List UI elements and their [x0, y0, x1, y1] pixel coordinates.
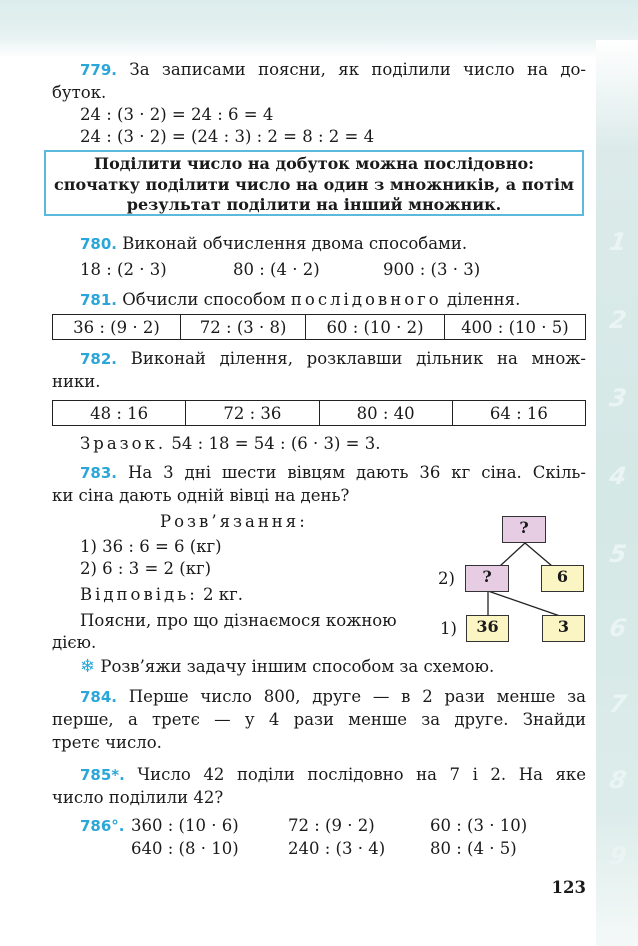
- diagram-box-mid-left: ?: [465, 565, 509, 592]
- exercise-number: 781.: [80, 291, 118, 309]
- exercise-number: 786°.: [80, 817, 125, 835]
- answer-label: Відповідь:: [80, 585, 198, 604]
- explain-text-continuation: дією.: [52, 633, 97, 652]
- equation: 24 : (3 · 2) = 24 : 6 = 4: [80, 105, 274, 124]
- table-cell: 64 : 16: [452, 401, 585, 426]
- table-cell: 80 : 40: [319, 401, 452, 426]
- table-cell: 36 : (9 · 2): [53, 315, 181, 340]
- equation: 24 : (3 · 2) = (24 : 3) : 2 = 8 : 2 = 4: [80, 127, 375, 146]
- diagram-box-mid-right: 6: [541, 565, 584, 592]
- answer-value: 2 кг.: [203, 585, 243, 604]
- exercise-text: Виконай ділення, розклавши дільник на множ-: [130, 349, 587, 368]
- exercise-text-continuation: число поділили 42?: [52, 788, 224, 807]
- snowflake-icon: ❄: [80, 656, 96, 677]
- sample-text: 54 : 18 = 54 : (6 · 3) = 3.: [171, 434, 381, 453]
- side-digit: 6: [607, 614, 629, 642]
- exercise-text: Виконай обчислення двома способами.: [122, 234, 468, 253]
- exercise-number: 783.: [80, 464, 118, 482]
- connector-line: [525, 543, 552, 566]
- diagram-box-bottom-right: 3: [542, 615, 585, 642]
- exercise-text-continuation: перше, а третє — у 4 рази менше за друге. Знайди: [52, 710, 586, 729]
- diagram-label-2: 2): [438, 569, 455, 588]
- side-digit: 4: [607, 462, 629, 490]
- side-digit: 2: [607, 306, 629, 334]
- expression: 72 : (9 · 2): [288, 816, 375, 835]
- expression: 360 : (10 · 6): [131, 816, 239, 835]
- diagram-box-top: ?: [502, 516, 546, 543]
- exercise-text-continuation: ники.: [52, 372, 101, 391]
- page-number: 123: [551, 878, 586, 897]
- explain-text: Поясни, про що дізнаємося кожною: [80, 611, 397, 630]
- rule-line: результат поділити на інший множник.: [126, 195, 502, 214]
- exercise-text-emphasis: послідовного: [290, 290, 442, 309]
- exercise-785: [52, 764, 586, 786]
- exercise-text-continuation: буток.: [52, 83, 107, 102]
- side-digit: 5: [607, 540, 629, 568]
- table-cell: 60 : (10 · 2): [306, 315, 445, 340]
- exercise-text: Перше число 800, друге — в 2 рази менше за: [128, 687, 586, 706]
- sample-label: Зразок.: [80, 434, 167, 453]
- solution-step: 1) 36 : 6 = 6 (кг): [80, 537, 222, 556]
- table-cell: 400 : (10 · 5): [444, 315, 585, 340]
- exercise-text: На 3 дні шести вівцям дають 36 кг сіна. Скіль-: [127, 463, 586, 482]
- table-cell: 72 : (3 · 8): [180, 315, 305, 340]
- rule-line: Поділити число на добуток можна послідовно:: [93, 154, 535, 173]
- solution-label: Розв’язання:: [160, 512, 308, 531]
- exercise-text: ділення.: [446, 290, 521, 309]
- rule-line: спочатку поділити число на один з множників, а потім: [54, 174, 574, 194]
- alternative-task: [80, 656, 494, 678]
- alternative-task-text: Розв’яжи задачу іншим способом за схемою.: [100, 657, 495, 676]
- solution-step: 2) 6 : 3 = 2 (кг): [80, 559, 212, 578]
- exercise-text-continuation: ки сіна дають одній вівці на день?: [52, 486, 350, 505]
- side-digit: 3: [607, 384, 629, 412]
- expression: 80 : (4 · 5): [430, 839, 517, 858]
- expression: 900 : (3 · 3): [383, 260, 481, 279]
- exercise-number: 782.: [80, 350, 118, 368]
- exercise-text: За записами поясни, як поділили число на до-: [129, 60, 586, 79]
- side-digit: 9: [607, 842, 629, 870]
- table-cell: 48 : 16: [53, 401, 186, 426]
- connector-line: [488, 591, 560, 616]
- exercise-text-continuation: третє число.: [52, 733, 162, 752]
- exercise-number: 779.: [80, 61, 118, 79]
- exercise-784: [52, 686, 586, 708]
- exercise-number: 780.: [80, 235, 118, 253]
- side-digit: 7: [607, 690, 629, 718]
- exercise-number: 784.: [80, 688, 118, 706]
- exercise-text: Число 42 поділи послідовно на 7 і 2. На яке: [137, 765, 586, 784]
- side-digit: 8: [607, 766, 629, 794]
- expression: 18 : (2 · 3): [80, 260, 167, 279]
- expression: 640 : (8 · 10): [131, 839, 239, 858]
- expression: 60 : (3 · 10): [430, 816, 528, 835]
- side-digit: 1: [607, 228, 629, 256]
- diagram-label-1: 1): [440, 619, 457, 638]
- table-cell: 72 : 36: [186, 401, 319, 426]
- connector-line: [500, 543, 525, 566]
- exercise-786-number: [80, 815, 125, 837]
- exercise-text: Обчисли способом: [122, 290, 286, 309]
- exercise-number: 785*.: [80, 766, 125, 784]
- diagram-box-bottom-left: 36: [466, 615, 509, 642]
- expression: 240 : (3 · 4): [288, 839, 386, 858]
- expression: 80 : (4 · 2): [233, 260, 320, 279]
